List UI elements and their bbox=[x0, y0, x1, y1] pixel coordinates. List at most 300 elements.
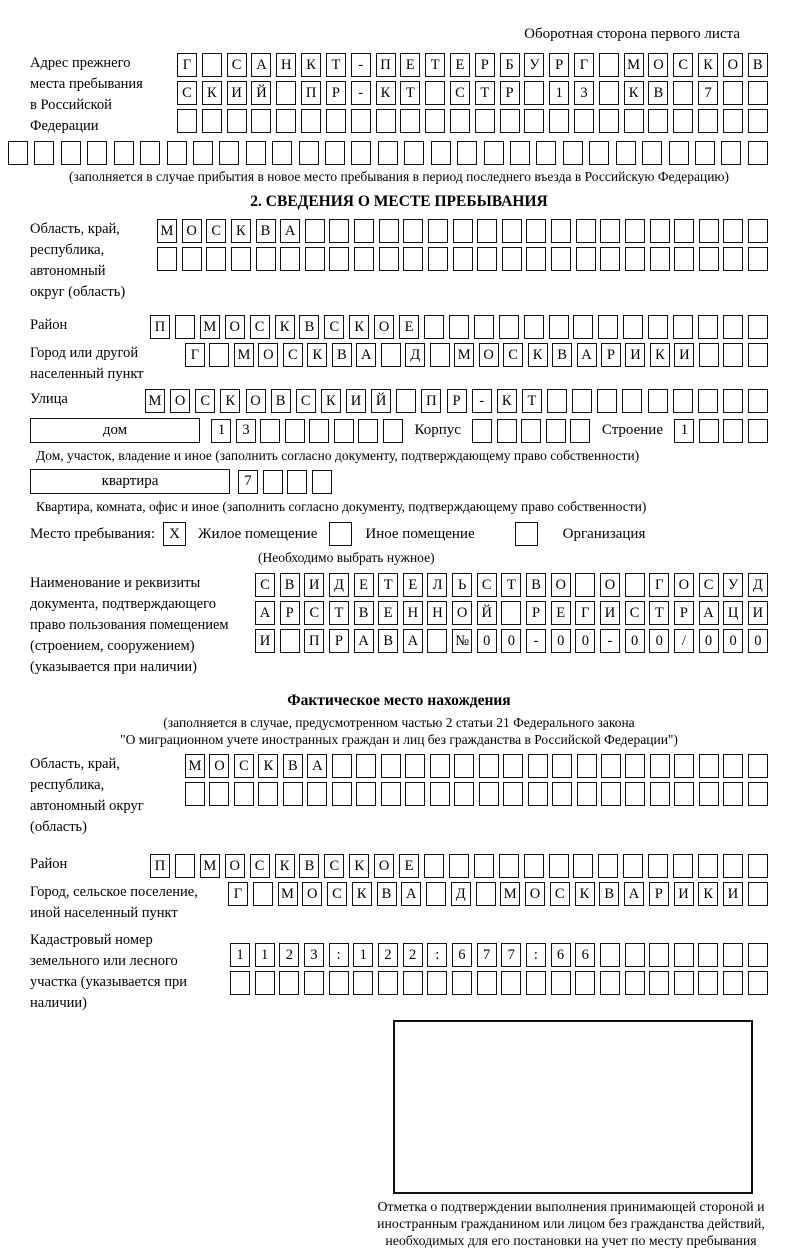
char-cell[interactable] bbox=[503, 782, 523, 806]
char-cell[interactable]: А bbox=[356, 343, 376, 367]
char-cell[interactable] bbox=[575, 971, 595, 995]
char-cell[interactable] bbox=[426, 882, 446, 906]
char-cell[interactable] bbox=[625, 573, 645, 597]
char-cell[interactable] bbox=[325, 141, 345, 165]
char-cell[interactable]: В bbox=[271, 389, 291, 413]
char-cell[interactable]: С bbox=[283, 343, 303, 367]
char-cell[interactable]: И bbox=[748, 601, 768, 625]
char-cell[interactable]: Е bbox=[399, 854, 419, 878]
char-cell[interactable] bbox=[255, 971, 275, 995]
char-cell[interactable]: П bbox=[301, 81, 321, 105]
char-cell[interactable]: - bbox=[472, 389, 492, 413]
char-cell[interactable] bbox=[552, 782, 572, 806]
char-cell[interactable]: Н bbox=[403, 601, 423, 625]
char-cell[interactable] bbox=[503, 754, 523, 778]
char-cell[interactable] bbox=[332, 782, 352, 806]
char-cell[interactable] bbox=[699, 782, 719, 806]
char-cell[interactable] bbox=[449, 854, 469, 878]
char-cell[interactable] bbox=[648, 854, 668, 878]
char-cell[interactable]: М bbox=[500, 882, 520, 906]
char-cell[interactable] bbox=[673, 854, 693, 878]
char-cell[interactable]: Р bbox=[329, 629, 349, 653]
char-cell[interactable] bbox=[573, 315, 593, 339]
char-cell[interactable] bbox=[673, 315, 693, 339]
char-cell[interactable] bbox=[721, 141, 741, 165]
char-cell[interactable]: Е bbox=[399, 315, 419, 339]
char-cell[interactable]: Л bbox=[427, 573, 447, 597]
char-cell[interactable]: Р bbox=[447, 389, 467, 413]
char-cell[interactable]: С bbox=[477, 573, 497, 597]
char-cell[interactable]: У bbox=[524, 53, 544, 77]
char-cell[interactable] bbox=[428, 219, 448, 243]
char-cell[interactable]: : bbox=[526, 943, 546, 967]
char-cell[interactable] bbox=[329, 219, 349, 243]
char-cell[interactable]: 3 bbox=[574, 81, 594, 105]
char-cell[interactable] bbox=[484, 141, 504, 165]
char-cell[interactable] bbox=[748, 389, 768, 413]
char-cell[interactable] bbox=[748, 419, 768, 443]
char-cell[interactable]: 7 bbox=[698, 81, 718, 105]
char-cell[interactable]: И bbox=[255, 629, 275, 653]
char-cell[interactable]: К bbox=[497, 389, 517, 413]
char-cell[interactable]: Г bbox=[649, 573, 669, 597]
char-cell[interactable]: С bbox=[255, 573, 275, 597]
char-cell[interactable] bbox=[87, 141, 107, 165]
char-cell[interactable] bbox=[202, 109, 222, 133]
char-cell[interactable] bbox=[256, 247, 276, 271]
char-cell[interactable]: № bbox=[452, 629, 472, 653]
char-cell[interactable] bbox=[403, 247, 423, 271]
char-cell[interactable]: К bbox=[698, 53, 718, 77]
char-cell[interactable] bbox=[383, 419, 403, 443]
char-cell[interactable]: О bbox=[302, 882, 322, 906]
char-cell[interactable]: Й bbox=[251, 81, 271, 105]
char-cell[interactable]: В bbox=[526, 573, 546, 597]
char-cell[interactable] bbox=[536, 141, 556, 165]
char-cell[interactable]: Н bbox=[427, 601, 447, 625]
char-cell[interactable]: С bbox=[450, 81, 470, 105]
char-cell[interactable] bbox=[175, 315, 195, 339]
char-cell[interactable] bbox=[251, 109, 271, 133]
char-cell[interactable] bbox=[524, 109, 544, 133]
char-cell[interactable]: С bbox=[227, 53, 247, 77]
char-cell[interactable]: Д bbox=[329, 573, 349, 597]
char-cell[interactable] bbox=[597, 389, 617, 413]
char-cell[interactable]: О bbox=[600, 573, 620, 597]
char-cell[interactable] bbox=[563, 141, 583, 165]
char-cell[interactable]: Е bbox=[378, 601, 398, 625]
char-cell[interactable] bbox=[403, 971, 423, 995]
char-cell[interactable]: Т bbox=[329, 601, 349, 625]
char-cell[interactable]: Р bbox=[649, 882, 669, 906]
char-cell[interactable] bbox=[748, 315, 768, 339]
char-cell[interactable]: С bbox=[304, 601, 324, 625]
char-cell[interactable] bbox=[428, 247, 448, 271]
char-cell[interactable] bbox=[642, 141, 662, 165]
char-cell[interactable] bbox=[206, 247, 226, 271]
char-cell[interactable]: 6 bbox=[551, 943, 571, 967]
char-cell[interactable] bbox=[454, 782, 474, 806]
char-cell[interactable] bbox=[502, 247, 522, 271]
char-cell[interactable] bbox=[425, 81, 445, 105]
char-cell[interactable] bbox=[472, 419, 492, 443]
char-cell[interactable]: - bbox=[526, 629, 546, 653]
char-cell[interactable]: О bbox=[225, 315, 245, 339]
char-cell[interactable]: 0 bbox=[477, 629, 497, 653]
char-cell[interactable] bbox=[276, 109, 296, 133]
char-cell[interactable]: Г bbox=[228, 882, 248, 906]
char-cell[interactable]: В bbox=[377, 882, 397, 906]
char-cell[interactable]: Р bbox=[674, 601, 694, 625]
char-cell[interactable]: П bbox=[150, 315, 170, 339]
char-cell[interactable] bbox=[723, 389, 743, 413]
char-cell[interactable] bbox=[502, 219, 522, 243]
char-cell[interactable]: 7 bbox=[238, 470, 258, 494]
char-cell[interactable]: А bbox=[624, 882, 644, 906]
char-cell[interactable] bbox=[424, 854, 444, 878]
char-cell[interactable]: - bbox=[600, 629, 620, 653]
char-cell[interactable] bbox=[699, 247, 719, 271]
char-cell[interactable]: Й bbox=[371, 389, 391, 413]
char-cell[interactable]: 7 bbox=[501, 943, 521, 967]
char-cell[interactable]: В bbox=[332, 343, 352, 367]
char-cell[interactable] bbox=[454, 754, 474, 778]
char-cell[interactable]: М bbox=[278, 882, 298, 906]
char-cell[interactable]: К bbox=[349, 854, 369, 878]
char-cell[interactable]: Р bbox=[601, 343, 621, 367]
char-cell[interactable]: О bbox=[479, 343, 499, 367]
char-cell[interactable] bbox=[299, 141, 319, 165]
char-cell[interactable] bbox=[674, 247, 694, 271]
char-cell[interactable]: О bbox=[170, 389, 190, 413]
char-cell[interactable] bbox=[526, 971, 546, 995]
char-cell[interactable] bbox=[673, 389, 693, 413]
char-cell[interactable]: И bbox=[346, 389, 366, 413]
char-cell[interactable] bbox=[528, 754, 548, 778]
char-cell[interactable]: А bbox=[401, 882, 421, 906]
char-cell[interactable]: А bbox=[251, 53, 271, 77]
char-cell[interactable] bbox=[650, 754, 670, 778]
char-cell[interactable] bbox=[34, 141, 54, 165]
char-cell[interactable] bbox=[379, 219, 399, 243]
char-cell[interactable]: О bbox=[551, 573, 571, 597]
char-cell[interactable] bbox=[673, 81, 693, 105]
char-cell[interactable] bbox=[353, 971, 373, 995]
char-cell[interactable] bbox=[280, 629, 300, 653]
char-cell[interactable] bbox=[625, 782, 645, 806]
char-cell[interactable] bbox=[354, 219, 374, 243]
char-cell[interactable]: П bbox=[421, 389, 441, 413]
char-cell[interactable] bbox=[396, 389, 416, 413]
char-cell[interactable] bbox=[175, 854, 195, 878]
char-cell[interactable] bbox=[547, 389, 567, 413]
char-cell[interactable] bbox=[748, 943, 768, 967]
char-cell[interactable]: К bbox=[352, 882, 372, 906]
char-cell[interactable]: 0 bbox=[501, 629, 521, 653]
char-cell[interactable]: О bbox=[182, 219, 202, 243]
char-cell[interactable] bbox=[378, 141, 398, 165]
char-cell[interactable]: М bbox=[454, 343, 474, 367]
char-cell[interactable]: О bbox=[374, 854, 394, 878]
char-cell[interactable] bbox=[549, 854, 569, 878]
checkbox-organization[interactable] bbox=[515, 522, 538, 546]
char-cell[interactable] bbox=[307, 782, 327, 806]
char-cell[interactable]: К bbox=[349, 315, 369, 339]
char-cell[interactable] bbox=[748, 971, 768, 995]
char-cell[interactable]: В bbox=[299, 315, 319, 339]
char-cell[interactable] bbox=[167, 141, 187, 165]
char-cell[interactable]: М bbox=[234, 343, 254, 367]
char-cell[interactable]: - bbox=[351, 53, 371, 77]
char-cell[interactable] bbox=[600, 247, 620, 271]
char-cell[interactable] bbox=[260, 419, 280, 443]
char-cell[interactable]: К bbox=[376, 81, 396, 105]
char-cell[interactable] bbox=[140, 141, 160, 165]
char-cell[interactable] bbox=[326, 109, 346, 133]
char-cell[interactable]: 0 bbox=[625, 629, 645, 653]
char-cell[interactable] bbox=[598, 854, 618, 878]
char-cell[interactable] bbox=[577, 782, 597, 806]
char-cell[interactable]: С bbox=[503, 343, 523, 367]
char-cell[interactable]: Т bbox=[400, 81, 420, 105]
char-cell[interactable] bbox=[258, 782, 278, 806]
char-cell[interactable] bbox=[598, 315, 618, 339]
char-cell[interactable]: Е bbox=[354, 573, 374, 597]
char-cell[interactable]: И bbox=[600, 601, 620, 625]
char-cell[interactable] bbox=[499, 315, 519, 339]
char-cell[interactable]: 0 bbox=[551, 629, 571, 653]
char-cell[interactable]: А bbox=[577, 343, 597, 367]
char-cell[interactable] bbox=[185, 782, 205, 806]
char-cell[interactable]: Е bbox=[450, 53, 470, 77]
char-cell[interactable]: К bbox=[275, 315, 295, 339]
char-cell[interactable]: У bbox=[723, 573, 743, 597]
char-cell[interactable] bbox=[572, 389, 592, 413]
char-cell[interactable] bbox=[723, 219, 743, 243]
char-cell[interactable]: О bbox=[246, 389, 266, 413]
char-cell[interactable]: Т bbox=[649, 601, 669, 625]
char-cell[interactable] bbox=[477, 219, 497, 243]
char-cell[interactable] bbox=[351, 141, 371, 165]
char-cell[interactable]: Н bbox=[276, 53, 296, 77]
char-cell[interactable]: К bbox=[575, 882, 595, 906]
char-cell[interactable] bbox=[381, 782, 401, 806]
char-cell[interactable] bbox=[450, 109, 470, 133]
char-cell[interactable] bbox=[497, 419, 517, 443]
char-cell[interactable] bbox=[674, 754, 694, 778]
char-cell[interactable] bbox=[748, 882, 768, 906]
char-cell[interactable] bbox=[625, 971, 645, 995]
char-cell[interactable] bbox=[599, 53, 619, 77]
char-cell[interactable]: 1 bbox=[211, 419, 231, 443]
char-cell[interactable]: А bbox=[354, 629, 374, 653]
char-cell[interactable]: С bbox=[673, 53, 693, 77]
char-cell[interactable] bbox=[648, 389, 668, 413]
char-cell[interactable] bbox=[748, 141, 768, 165]
char-cell[interactable] bbox=[499, 854, 519, 878]
char-cell[interactable] bbox=[427, 971, 447, 995]
char-cell[interactable] bbox=[674, 219, 694, 243]
char-cell[interactable] bbox=[334, 419, 354, 443]
char-cell[interactable] bbox=[723, 315, 743, 339]
char-cell[interactable]: 2 bbox=[403, 943, 423, 967]
char-cell[interactable]: К bbox=[275, 854, 295, 878]
char-cell[interactable] bbox=[528, 782, 548, 806]
char-cell[interactable] bbox=[699, 343, 719, 367]
char-cell[interactable] bbox=[177, 109, 197, 133]
char-cell[interactable] bbox=[431, 141, 451, 165]
char-cell[interactable]: А bbox=[307, 754, 327, 778]
char-cell[interactable] bbox=[376, 109, 396, 133]
char-cell[interactable]: С bbox=[234, 754, 254, 778]
char-cell[interactable]: В bbox=[299, 854, 319, 878]
char-cell[interactable] bbox=[649, 971, 669, 995]
char-cell[interactable] bbox=[625, 943, 645, 967]
char-cell[interactable] bbox=[748, 247, 768, 271]
char-cell[interactable] bbox=[114, 141, 134, 165]
char-cell[interactable]: Р bbox=[326, 81, 346, 105]
char-cell[interactable]: И bbox=[674, 882, 694, 906]
char-cell[interactable]: О bbox=[674, 573, 694, 597]
char-cell[interactable]: А bbox=[280, 219, 300, 243]
char-cell[interactable] bbox=[623, 315, 643, 339]
char-cell[interactable]: Г bbox=[574, 53, 594, 77]
char-cell[interactable]: М bbox=[157, 219, 177, 243]
char-cell[interactable] bbox=[234, 782, 254, 806]
char-cell[interactable] bbox=[673, 109, 693, 133]
char-cell[interactable] bbox=[280, 247, 300, 271]
char-cell[interactable]: 6 bbox=[575, 943, 595, 967]
char-cell[interactable]: В bbox=[552, 343, 572, 367]
char-cell[interactable]: Г bbox=[177, 53, 197, 77]
char-cell[interactable]: 0 bbox=[699, 629, 719, 653]
char-cell[interactable] bbox=[723, 971, 743, 995]
char-cell[interactable] bbox=[623, 854, 643, 878]
char-cell[interactable] bbox=[312, 470, 332, 494]
char-cell[interactable] bbox=[616, 141, 636, 165]
char-cell[interactable]: 1 bbox=[255, 943, 275, 967]
char-cell[interactable] bbox=[449, 315, 469, 339]
char-cell[interactable]: Р bbox=[549, 53, 569, 77]
char-cell[interactable]: Р bbox=[280, 601, 300, 625]
char-cell[interactable] bbox=[404, 141, 424, 165]
char-cell[interactable] bbox=[601, 782, 621, 806]
char-cell[interactable]: И bbox=[304, 573, 324, 597]
char-cell[interactable] bbox=[695, 141, 715, 165]
char-cell[interactable]: 2 bbox=[378, 943, 398, 967]
char-cell[interactable] bbox=[287, 470, 307, 494]
char-cell[interactable] bbox=[526, 219, 546, 243]
char-cell[interactable] bbox=[570, 419, 590, 443]
char-cell[interactable]: С bbox=[550, 882, 570, 906]
char-cell[interactable]: А bbox=[699, 601, 719, 625]
char-cell[interactable]: 1 bbox=[549, 81, 569, 105]
char-cell[interactable]: М bbox=[200, 315, 220, 339]
char-cell[interactable]: К bbox=[220, 389, 240, 413]
char-cell[interactable]: Т bbox=[522, 389, 542, 413]
char-cell[interactable]: Е bbox=[400, 53, 420, 77]
char-cell[interactable] bbox=[283, 782, 303, 806]
char-cell[interactable] bbox=[624, 109, 644, 133]
char-cell[interactable]: С bbox=[324, 854, 344, 878]
char-cell[interactable] bbox=[601, 754, 621, 778]
char-cell[interactable] bbox=[475, 109, 495, 133]
char-cell[interactable] bbox=[285, 419, 305, 443]
char-cell[interactable] bbox=[279, 971, 299, 995]
char-cell[interactable] bbox=[202, 53, 222, 77]
char-cell[interactable] bbox=[403, 219, 423, 243]
char-cell[interactable] bbox=[479, 754, 499, 778]
char-cell[interactable] bbox=[549, 109, 569, 133]
char-cell[interactable]: В bbox=[256, 219, 276, 243]
char-cell[interactable] bbox=[576, 247, 596, 271]
char-cell[interactable]: Д bbox=[451, 882, 471, 906]
char-cell[interactable] bbox=[723, 81, 743, 105]
char-cell[interactable] bbox=[622, 389, 642, 413]
char-cell[interactable]: Д bbox=[748, 573, 768, 597]
char-cell[interactable] bbox=[209, 343, 229, 367]
char-cell[interactable] bbox=[573, 854, 593, 878]
char-cell[interactable] bbox=[381, 343, 401, 367]
char-cell[interactable]: О bbox=[225, 854, 245, 878]
char-cell[interactable]: Г bbox=[185, 343, 205, 367]
char-cell[interactable] bbox=[549, 315, 569, 339]
char-cell[interactable] bbox=[305, 247, 325, 271]
char-cell[interactable] bbox=[524, 81, 544, 105]
char-cell[interactable] bbox=[501, 971, 521, 995]
char-cell[interactable] bbox=[574, 109, 594, 133]
char-cell[interactable] bbox=[600, 219, 620, 243]
char-cell[interactable] bbox=[474, 315, 494, 339]
char-cell[interactable] bbox=[698, 315, 718, 339]
char-cell[interactable] bbox=[723, 782, 743, 806]
char-cell[interactable] bbox=[379, 247, 399, 271]
char-cell[interactable]: О bbox=[452, 601, 472, 625]
char-cell[interactable]: В bbox=[748, 53, 768, 77]
char-cell[interactable] bbox=[524, 854, 544, 878]
char-cell[interactable] bbox=[227, 109, 247, 133]
char-cell[interactable] bbox=[674, 971, 694, 995]
char-cell[interactable]: Д bbox=[405, 343, 425, 367]
char-cell[interactable] bbox=[476, 882, 496, 906]
char-cell[interactable] bbox=[546, 419, 566, 443]
char-cell[interactable]: П bbox=[150, 854, 170, 878]
char-cell[interactable]: Р bbox=[475, 53, 495, 77]
char-cell[interactable] bbox=[723, 343, 743, 367]
char-cell[interactable] bbox=[625, 219, 645, 243]
char-cell[interactable]: М bbox=[185, 754, 205, 778]
char-cell[interactable] bbox=[669, 141, 689, 165]
char-cell[interactable]: О bbox=[723, 53, 743, 77]
char-cell[interactable] bbox=[576, 219, 596, 243]
char-cell[interactable] bbox=[354, 247, 374, 271]
char-cell[interactable]: К bbox=[307, 343, 327, 367]
char-cell[interactable] bbox=[577, 754, 597, 778]
char-cell[interactable] bbox=[699, 219, 719, 243]
char-cell[interactable]: Т bbox=[326, 53, 346, 77]
char-cell[interactable]: 0 bbox=[575, 629, 595, 653]
char-cell[interactable]: 2 bbox=[279, 943, 299, 967]
char-cell[interactable] bbox=[427, 629, 447, 653]
char-cell[interactable]: В bbox=[280, 573, 300, 597]
char-cell[interactable]: И bbox=[625, 343, 645, 367]
char-cell[interactable]: К bbox=[698, 882, 718, 906]
char-cell[interactable] bbox=[182, 247, 202, 271]
char-cell[interactable] bbox=[748, 754, 768, 778]
char-cell[interactable]: С bbox=[195, 389, 215, 413]
char-cell[interactable] bbox=[356, 782, 376, 806]
char-cell[interactable] bbox=[430, 782, 450, 806]
